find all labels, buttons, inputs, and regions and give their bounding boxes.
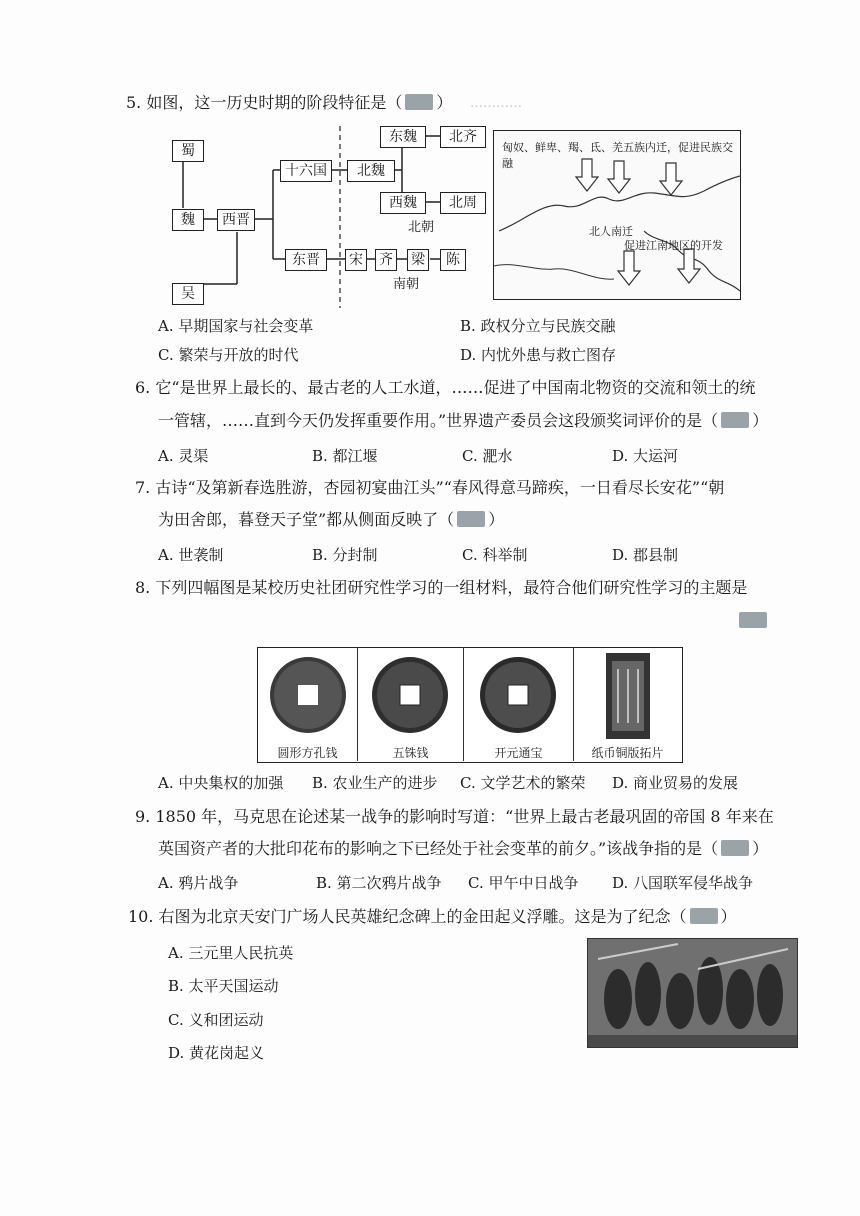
q6-stem-line2: 一管辖，……直到今天仍发挥重要作用。”世界遗产委员会这段颁奖词评价的是（ ） [158,411,769,430]
q10-stem-line1: 10. 右图为北京天安门广场人民英雄纪念碑上的金田起义浮雕。这是为了纪念（ ） [128,907,737,926]
q5-option-d[interactable]: D. 内忧外患与救亡图存 [460,346,617,364]
diagram-node-beizhou: 北周 [440,192,486,214]
q6-option-b[interactable]: B. 都江堰 [312,447,378,465]
kaiyuan-coin-icon [464,647,573,743]
answer-blank[interactable] [690,908,718,924]
q8-stem-line1: 8. 下列四幅图是某校历史社团研究性学习的一组材料，最符合他们研究性学习的主题是 [135,578,748,597]
q9-stem-line1: 9. 1850 年，马克思在论述某一战争的影响时写道：“世界上最古老最巩固的帝国 8 年来在 [135,807,774,826]
answer-blank[interactable] [721,840,749,856]
q8-option-c[interactable]: C. 文学艺术的繁荣 [460,774,586,792]
q5-option-b[interactable]: B. 政权分立与民族交融 [460,317,616,335]
diagram-node-song: 宋 [345,249,367,271]
diagram-node-chen: 陈 [440,249,466,271]
answer-blank[interactable] [405,94,433,110]
q7-option-d[interactable]: D. 郡县制 [612,546,679,564]
q9-option-c[interactable]: C. 甲午中日战争 [468,874,579,892]
q7-option-c[interactable]: C. 科举制 [462,546,528,564]
q5-option-a[interactable]: A. 早期国家与社会变革 [158,317,314,335]
diagram-node-wu: 吴 [172,283,204,305]
answer-blank[interactable] [739,612,767,628]
coin-cell-2 [358,647,464,761]
q7-stem-line1: 7. 古诗“及第新春选胜游，杏园初宴曲江头”“春风得意马蹄疾，一日看尽长安花”“朝 [135,478,725,497]
coin-label-4: 纸币铜版拓片 [574,745,681,761]
answer-blank[interactable] [457,511,485,527]
q10-option-a[interactable]: A. 三元里人民抗英 [168,944,294,962]
q6-option-c[interactable]: C. 淝水 [462,447,513,465]
q10-option-c[interactable]: C. 义和团运动 [168,1011,264,1029]
wuzhu-coin-icon [358,647,463,743]
coin-cell-3 [464,647,574,761]
q9-option-a[interactable]: A. 鸦片战争 [158,874,239,892]
q9-option-b[interactable]: B. 第二次鸦片战争 [316,874,442,892]
map-south-caption: 北人南迁 [589,225,633,238]
q8-option-d[interactable]: D. 商业贸易的发展 [612,774,739,792]
diagram-node-shiliuguo: 十六国 [280,160,332,182]
bleed-through-text: ………… [470,96,522,111]
diagram-label-beichao: 北朝 [408,220,435,235]
map-south-caption-2: 促进江南地区的开发 [624,239,723,252]
diagram-node-qi: 齐 [375,249,397,271]
diagram-node-xijin: 西晋 [217,209,255,231]
coin-label-1: 圆形方孔钱 [258,745,357,761]
q6-option-d[interactable]: D. 大运河 [612,447,679,465]
coin-label-2: 五铢钱 [358,745,463,761]
q7-option-a[interactable]: A. 世袭制 [158,546,224,564]
q7-option-b[interactable]: B. 分封制 [312,546,378,564]
q5-option-c[interactable]: C. 繁荣与开放的时代 [158,346,299,364]
diagram-node-beiwei: 北魏 [347,160,395,182]
q10-option-d[interactable]: D. 黄花岗起义 [168,1044,265,1062]
diagram-node-liang: 梁 [407,249,429,271]
paper-money-rubbing-icon [574,647,681,743]
coin-cell-4 [574,647,681,761]
q5-stem: 5. 如图，这一历史时期的阶段特征是（ ） [126,93,453,112]
map-top-caption: 匈奴、鲜卑、羯、氐、羌五族内迁，促进民族交融 [502,141,733,170]
jintian-uprising-relief-image [587,938,798,1048]
diagram-node-shu: 蜀 [172,140,204,162]
q10-option-b[interactable]: B. 太平天国运动 [168,977,279,995]
coin-label-3: 开元通宝 [464,745,573,761]
coin-cell-1 [258,647,358,761]
answer-blank[interactable] [721,412,749,428]
diagram-node-wei: 魏 [172,209,204,231]
migration-map [493,130,741,300]
diagram-label-nanchao: 南朝 [393,277,420,292]
relief-figures-icon [588,939,797,1047]
round-coin-square-hole-icon [258,647,357,743]
q7-stem-line2: 为田舍郎，暮登天子堂”都从侧面反映了（ ） [158,510,505,529]
q9-stem-line2: 英国资产者的大批印花布的影响之下已经处于社会变革的前夕。”该战争指的是（ ） [158,839,769,858]
q6-stem-line1: 6. 它“是世界上最长的、最古老的人工水道，……促进了中国南北物资的交流和领土的统 [135,378,756,397]
diagram-node-dongjin: 东晋 [285,249,327,271]
diagram-node-beiqi: 北齐 [440,126,486,148]
q8-option-a[interactable]: A. 中央集权的加强 [158,774,284,792]
q9-option-d[interactable]: D. 八国联军侵华战争 [612,874,754,892]
diagram-node-xiwei: 西魏 [380,192,426,214]
diagram-node-dongwei: 东魏 [380,126,426,148]
q6-option-a[interactable]: A. 灵渠 [158,447,209,465]
q8-option-b[interactable]: B. 农业生产的进步 [312,774,438,792]
